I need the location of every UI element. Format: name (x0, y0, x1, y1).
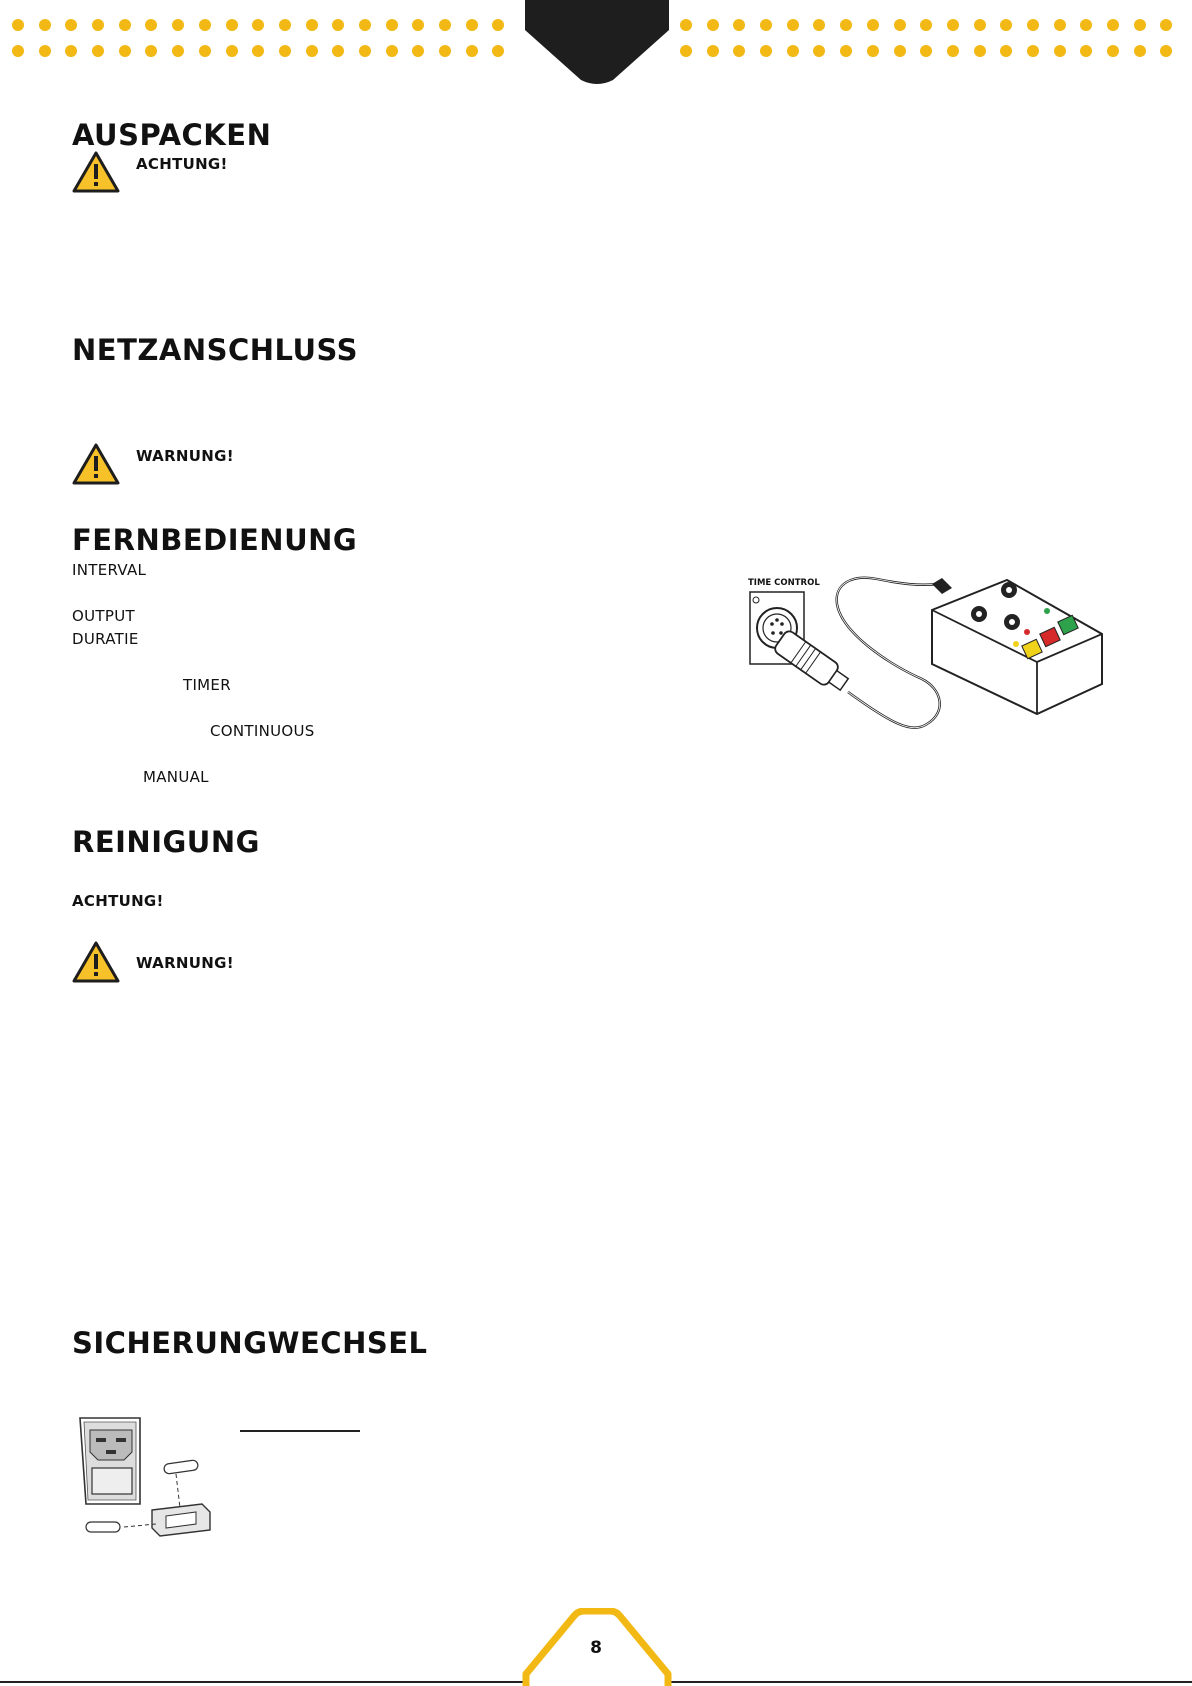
warning-triangle-icon (72, 150, 120, 194)
term-manual: MANUAL (143, 768, 209, 786)
term-interval: INTERVAL (72, 561, 147, 579)
term-duratie: DURATIE (72, 630, 139, 648)
auspacken-caution-label: ACHTUNG! (136, 155, 228, 173)
top-dot-pattern-left (12, 12, 519, 64)
warning-triangle-icon (72, 442, 120, 486)
top-dot-pattern-right (680, 12, 1187, 64)
term-continuous: CONTINUOUS (210, 722, 315, 740)
figure-label-time-control: TIME CONTROL (748, 578, 820, 588)
section-title-fernbedienung: FERNBEDIENUNG (72, 523, 358, 557)
top-tab-shape (525, 0, 669, 84)
fuse-text-underline (240, 1430, 360, 1432)
term-output: OUTPUT (72, 607, 135, 625)
reinigung-warning-label: WARNUNG! (136, 954, 234, 972)
page-number: 8 (590, 1638, 602, 1658)
section-title-netzanschluss: NETZANSCHLUSS (72, 333, 359, 367)
warning-triangle-icon (72, 940, 120, 984)
section-title-auspacken: AUSPACKEN (72, 118, 272, 152)
section-title-reinigung: REINIGUNG (72, 825, 260, 859)
section-title-sicherungwechsel: SICHERUNGWECHSEL (72, 1326, 428, 1360)
reinigung-caution-label: ACHTUNG! (72, 892, 164, 910)
netzanschluss-warning-label: WARNUNG! (136, 447, 234, 465)
fuse-replacement-illustration (76, 1412, 216, 1542)
remote-control-illustration (742, 574, 1112, 774)
term-timer: TIMER (183, 676, 231, 694)
